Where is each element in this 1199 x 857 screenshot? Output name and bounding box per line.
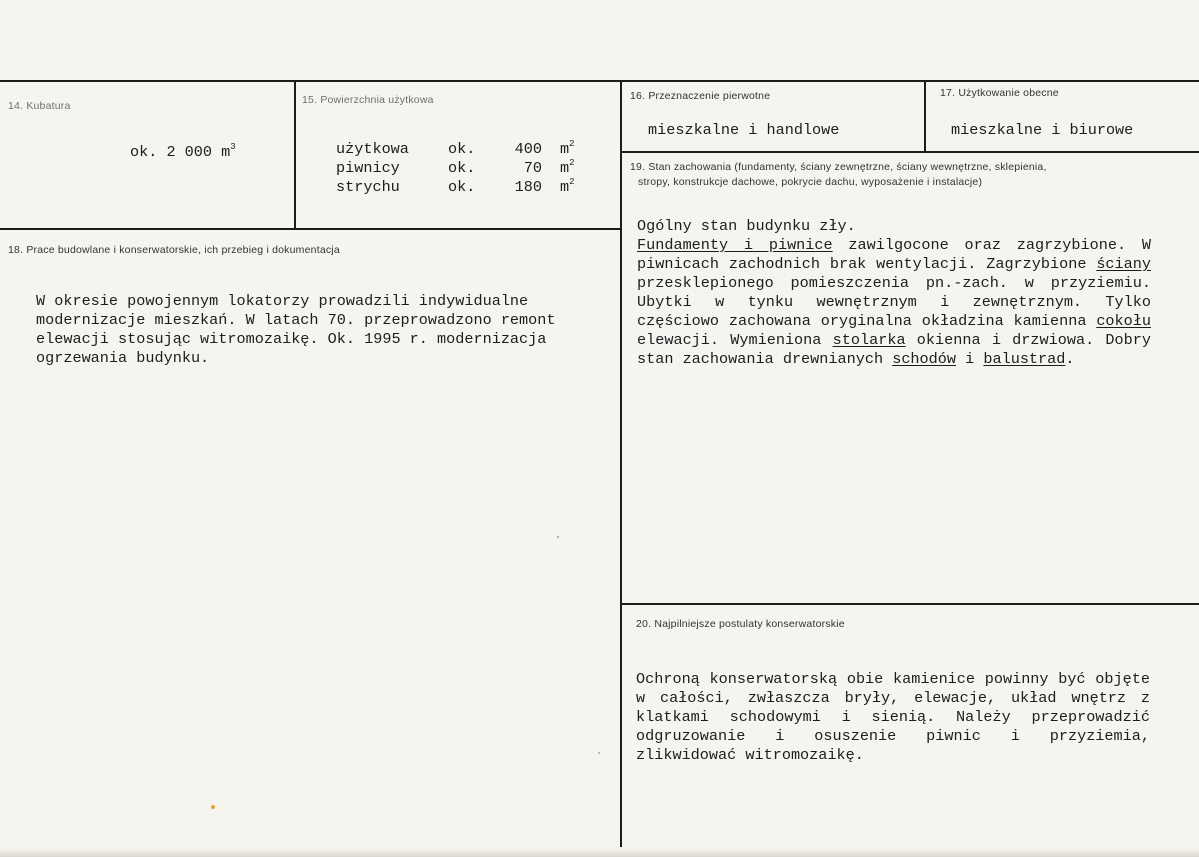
area-approx: ok.: [448, 159, 476, 177]
field-14-label: 14. Kubatura: [8, 100, 71, 112]
field-17-label: 17. Użytkowanie obecne: [940, 87, 1059, 99]
field-19-label-line-1: 19. Stan zachowania (fundamenty, ściany zewnętrzne, ściany wewnętrzne, sklepienia,: [630, 161, 1047, 173]
area-name: strychu: [336, 178, 400, 196]
field-18-label: 18. Prace budowlane i konserwatorskie, ich przebieg i dokumentacja: [8, 244, 340, 256]
field-18-text: [36, 292, 620, 368]
area-name: piwnicy: [336, 159, 400, 177]
underlined-term: Fundamenty i piwnice: [637, 236, 833, 254]
area-value: 180: [514, 178, 542, 196]
text-line: W okresie powojennym lokatorzy prowadzili indywidualne: [36, 292, 529, 310]
field-19-label-line-2: stropy, konstrukcje dachowe, pokrycie dachu, wyposażenie i instalacje): [638, 176, 983, 188]
area-row-basement: [336, 159, 594, 178]
field-19-label: [630, 160, 1190, 190]
divider-14-15: [294, 82, 296, 230]
condition-intro: Ogólny stan budynku zły.: [637, 217, 856, 235]
field-20-label: 20. Najpilniejsze postulaty konserwatorskie: [636, 618, 845, 630]
divider-16-19: [620, 151, 1199, 153]
paper-speck: [557, 536, 559, 538]
paper-speck: [211, 805, 215, 809]
area-table: [336, 140, 594, 197]
underlined-term: cokołu: [1096, 312, 1151, 330]
area-value: 70: [523, 159, 542, 177]
underlined-term: balustrad: [983, 350, 1066, 368]
area-unit: $m^2$: [560, 177, 575, 196]
text-line: ogrzewania budynku.: [36, 349, 210, 367]
field-14-value: [130, 143, 236, 162]
area-name: użytkowa: [336, 140, 409, 158]
top-border: [0, 80, 1199, 82]
divider-row1-left: [0, 228, 622, 230]
area-approx: ok.: [448, 178, 476, 196]
field-16-label: 16. Przeznaczenie pierwotne: [630, 90, 771, 102]
text-line: modernizacje mieszkań. W latach 70. przeprowadzono remont: [36, 311, 556, 329]
divider-main-vertical: [620, 82, 622, 847]
area-row-usable: [336, 140, 594, 159]
field-16-value: mieszkalne i handlowe: [648, 121, 840, 139]
field-19-text: [637, 217, 1151, 369]
divider-16-17: [924, 80, 926, 152]
area-unit: $m^2$: [560, 139, 575, 158]
volume-value: ok. 2 000 m: [130, 143, 231, 161]
area-value: 400: [514, 140, 542, 158]
field-15-label: 15. Powierzchnia użytkowa: [302, 94, 434, 106]
underlined-term: schodów: [892, 350, 957, 368]
underlined-term: stolarka: [832, 331, 906, 349]
volume-unit-exponent: 3: [230, 142, 236, 152]
text-line: elewacji stosując witromozaikę. Ok. 1995 r. modernizacja: [36, 330, 547, 348]
paper-bottom-edge: [0, 849, 1199, 857]
area-unit: $m^2$: [560, 158, 575, 177]
area-approx: ok.: [448, 140, 476, 158]
underlined-term: ściany: [1096, 255, 1151, 273]
divider-19-20: [620, 603, 1199, 605]
condition-body: Fundamenty i piwnice zawilgocone oraz zagrzybione. W piwnicach zachodnich brak wentylacji. Zagrzybione ściany przesklepionego pomieszczenia pn.-zach. w przyziemiu. Ubytki w tynku wewnętrznym i zewnętrznym. Tylko częściowo zachowana oryginalna okładzina kamienna cokołu elewacji. Wymieniona stolarka okienna i drzwiowa. Dobry stan zachowania drewnianych schodów i balustrad.: [637, 236, 1151, 368]
paper-speck: [598, 752, 600, 754]
area-row-attic: [336, 178, 594, 197]
field-20-text: Ochroną konserwatorską obie kamienice powinny być objęte w całości, zwłaszcza bryły, elewacje, układ wnętrz z klatkami schodowymi i sienią. Należy przeprowadzić odgruzowanie i osuszenie piwnic i przyziemia, zlikwidować witromozaikę.: [636, 670, 1150, 764]
field-17-value: mieszkalne i biurowe: [951, 121, 1134, 139]
